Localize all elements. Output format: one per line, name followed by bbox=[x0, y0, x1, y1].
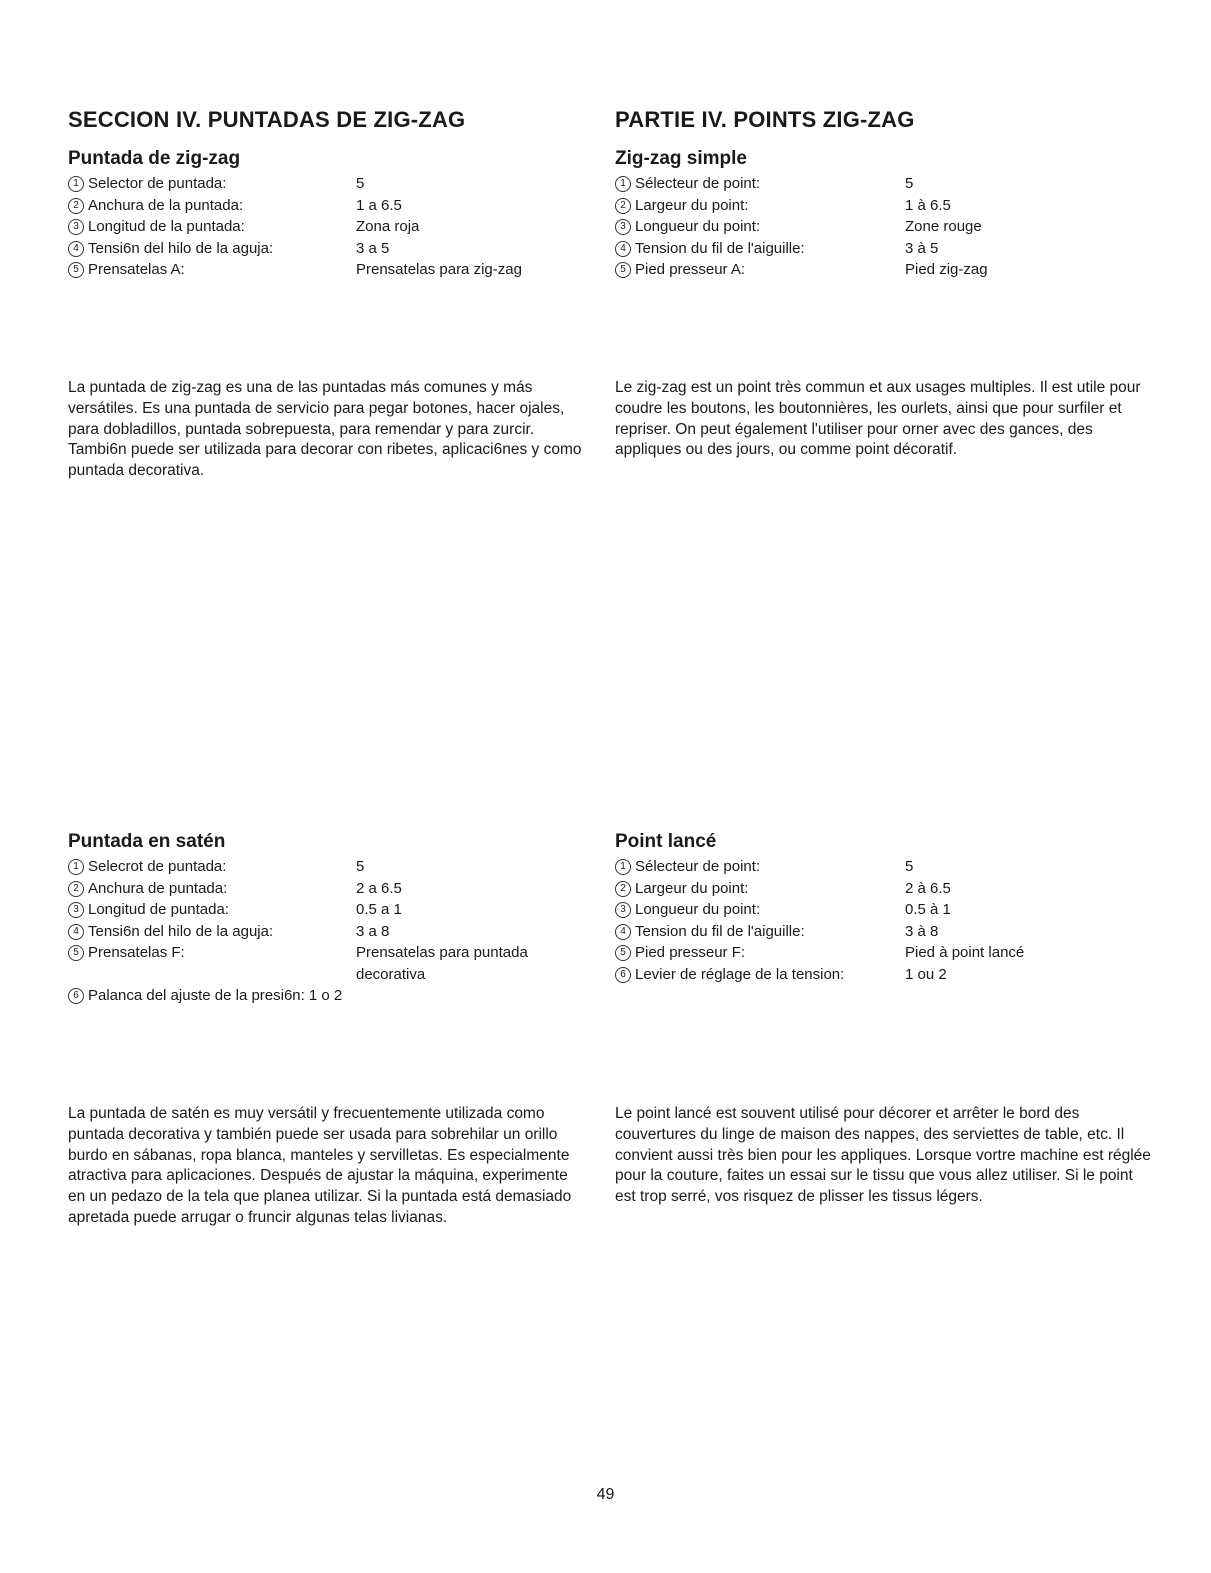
zigzag-settings-es bbox=[68, 148, 588, 281]
circled-number-icon: 2 bbox=[68, 881, 84, 897]
setting-label: Pied presseur F: bbox=[635, 944, 746, 961]
setting-label: Largeur du point: bbox=[635, 879, 749, 897]
setting-label: Sélecteur de point: bbox=[635, 858, 761, 875]
setting-row bbox=[68, 942, 588, 985]
setting-value: 3 à 5 bbox=[905, 239, 939, 257]
setting-row bbox=[615, 216, 1155, 238]
setting-value: 0.5 a 1 bbox=[356, 901, 402, 918]
satin-title-fr: Point lancé bbox=[615, 831, 717, 852]
setting-value: Zona roja bbox=[356, 218, 420, 235]
setting-label: Sélecteur de point: bbox=[635, 175, 761, 192]
section-title-fr: PARTIE IV. POINTS ZIG-ZAG bbox=[615, 107, 915, 132]
setting-row bbox=[615, 173, 1155, 195]
setting-value: 1 ou 2 bbox=[905, 965, 947, 983]
satin-title-es: Puntada en satén bbox=[68, 831, 226, 852]
circled-number-icon: 4 bbox=[68, 924, 84, 940]
setting-label: Levier de réglage de la tension: bbox=[635, 965, 845, 983]
setting-label: Longueur du point: bbox=[635, 901, 761, 918]
circled-number-icon: 1 bbox=[68, 859, 84, 875]
circled-number-icon: 6 bbox=[615, 967, 631, 983]
circled-number-icon: 4 bbox=[68, 241, 84, 257]
circled-number-icon: 1 bbox=[68, 176, 84, 192]
setting-row bbox=[615, 899, 1155, 921]
setting-value: 0.5 à 1 bbox=[905, 901, 951, 918]
satin-paragraph-es: La puntada de satén es muy versátil y frecuentemente utilizada como puntada decorativa y también puede ser usada para sobrehilar un orillo burdo en sábanas, ropa blanca, manteles y servilletas. Es especialmente atractiva para aplicaciones. Después de ajustar la máquina, experimente en un pedazo de la tela que planea utilizar. Si la puntada está demasiado apretada puede arrugar o fruncir algunas telas livianas. bbox=[68, 1105, 572, 1226]
circled-number-icon: 1 bbox=[615, 176, 631, 192]
circled-number-icon: 1 bbox=[615, 859, 631, 875]
setting-row bbox=[68, 899, 588, 921]
circled-number-icon: 3 bbox=[615, 902, 631, 918]
setting-row bbox=[68, 878, 588, 900]
setting-label: Longueur du point: bbox=[635, 218, 761, 235]
setting-row bbox=[68, 921, 588, 943]
settings-list bbox=[68, 856, 588, 1007]
setting-label: Prensatelas F: bbox=[88, 944, 185, 961]
circled-number-icon: 4 bbox=[615, 241, 631, 257]
satin-settings-es bbox=[68, 831, 588, 1007]
page-number: 49 bbox=[596, 1486, 615, 1503]
setting-label: Tension du fil de l'aiguille: bbox=[635, 922, 805, 940]
setting-row bbox=[615, 964, 1155, 986]
setting-value: 5 bbox=[905, 858, 914, 875]
setting-label: Tensi6n del hilo de la aguja: bbox=[88, 922, 274, 940]
setting-label: Prensatelas A: bbox=[88, 261, 185, 278]
setting-value: 2 à 6.5 bbox=[905, 879, 951, 897]
circled-number-icon: 4 bbox=[615, 924, 631, 940]
circled-number-icon: 2 bbox=[615, 881, 631, 897]
circled-number-icon: 6 bbox=[68, 988, 84, 1004]
setting-label: Largeur du point: bbox=[635, 196, 749, 214]
setting-value: 1 à 6.5 bbox=[905, 196, 951, 214]
setting-row bbox=[68, 238, 588, 260]
setting-value: 5 bbox=[356, 175, 365, 192]
setting-value: Prensatelas para zig-zag bbox=[356, 261, 522, 278]
setting-row bbox=[615, 921, 1155, 943]
setting-row bbox=[615, 942, 1155, 964]
circled-number-icon: 3 bbox=[68, 902, 84, 918]
settings-list bbox=[615, 856, 1155, 985]
settings-list bbox=[68, 173, 588, 281]
zigzag-title-fr: Zig-zag simple bbox=[615, 148, 747, 169]
setting-label: Tensi6n del hilo de la aguja: bbox=[88, 239, 274, 257]
setting-row bbox=[615, 195, 1155, 217]
setting-label: Longitud de puntada: bbox=[88, 901, 229, 918]
setting-label: Pied presseur A: bbox=[635, 261, 746, 278]
setting-row bbox=[615, 259, 1155, 281]
circled-number-icon: 2 bbox=[615, 198, 631, 214]
setting-value: 3 à 8 bbox=[905, 922, 939, 940]
setting-value: 5 bbox=[905, 175, 914, 192]
setting-value: 1 a 6.5 bbox=[356, 196, 402, 214]
setting-row bbox=[68, 173, 588, 195]
zigzag-paragraph-es: La puntada de zig-zag es una de las puntadas más comunes y más versátiles. Es una puntada de servicio para pegar botones, hacer ojales, para dobladillos, puntada sobrepuesta, para remendar y para zurcir. Tambi6n puede ser utilizada para decorar con ribetes, aplicaci6nes y como puntada decorativa. bbox=[68, 379, 582, 480]
circled-number-icon: 5 bbox=[615, 262, 631, 278]
circled-number-icon: 5 bbox=[68, 262, 84, 278]
setting-value: 3 a 5 bbox=[356, 239, 390, 257]
setting-value: 1 o 2 bbox=[308, 987, 343, 1004]
zigzag-paragraph-fr: Le zig-zag est un point très commun et aux usages multiples. Il est utile pour coudre les boutons, les boutonnières, les ourlets, ainsi que pour surfiler et repriser. On peut également l'utiliser pour orner avec des gances, des appliques ou des jours, ou comme point décoratif. bbox=[615, 379, 1141, 459]
setting-value: Pied zig-zag bbox=[905, 261, 988, 278]
setting-value: 5 bbox=[356, 858, 365, 875]
setting-row bbox=[68, 195, 588, 217]
setting-row bbox=[615, 238, 1155, 260]
setting-value: Pied à point lancé bbox=[905, 944, 1025, 961]
circled-number-icon: 5 bbox=[615, 945, 631, 961]
setting-value: 2 a 6.5 bbox=[356, 879, 402, 897]
circled-number-icon: 3 bbox=[68, 219, 84, 235]
setting-label: Anchura de puntada: bbox=[88, 879, 228, 897]
setting-row bbox=[615, 856, 1155, 878]
setting-row bbox=[68, 856, 588, 878]
satin-paragraph-fr: Le point lancé est souvent utilisé pour décorer et arrêter le bord des couvertures du linge de maison des nappes, des serviettes de table, etc. Il convient aussi très bien pour les appliques. Lorsque vortre machine est réglée pour la couture, faites un essai sur le tissu que vous allez utiliser. Si le point est trop serré, vos risquez de plisser les tissus légers. bbox=[615, 1105, 1151, 1206]
setting-value: Prensatelas para puntada decorativa bbox=[356, 944, 528, 983]
zigzag-title-es: Puntada de zig-zag bbox=[68, 148, 241, 169]
satin-settings-fr bbox=[615, 831, 1155, 985]
setting-label: Palanca del ajuste de la presi6n: bbox=[88, 987, 305, 1004]
setting-label: Tension du fil de l'aiguille: bbox=[635, 239, 805, 257]
setting-label: Longitud de la puntada: bbox=[88, 218, 245, 235]
settings-list bbox=[615, 173, 1155, 281]
setting-value: 3 a 8 bbox=[356, 922, 390, 940]
setting-label: Selector de puntada: bbox=[88, 175, 227, 192]
setting-label: Selecrot de puntada: bbox=[88, 858, 227, 875]
zigzag-settings-fr bbox=[615, 148, 1155, 281]
setting-row bbox=[68, 259, 588, 281]
setting-row bbox=[615, 878, 1155, 900]
circled-number-icon: 5 bbox=[68, 945, 84, 961]
setting-row bbox=[68, 985, 588, 1007]
section-title-es: SECCION IV. PUNTADAS DE ZIG-ZAG bbox=[68, 107, 466, 132]
setting-row bbox=[68, 216, 588, 238]
circled-number-icon: 2 bbox=[68, 198, 84, 214]
setting-value: Zone rouge bbox=[905, 218, 982, 235]
circled-number-icon: 3 bbox=[615, 219, 631, 235]
setting-label: Anchura de la puntada: bbox=[88, 196, 244, 214]
